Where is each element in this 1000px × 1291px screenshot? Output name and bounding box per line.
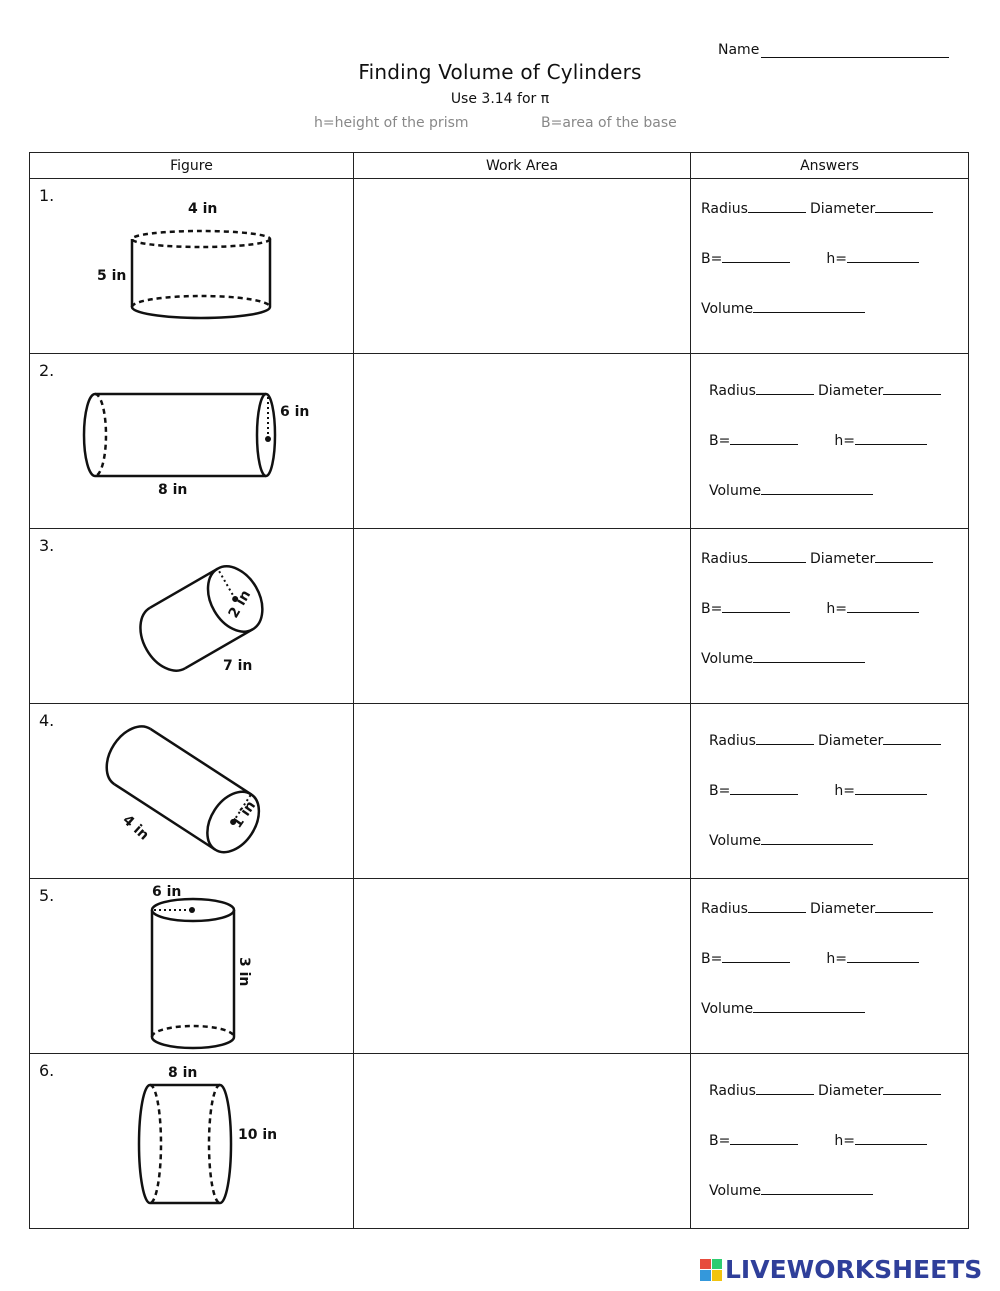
base-answer[interactable] <box>722 599 790 613</box>
header-answers: Answers <box>691 153 969 179</box>
volume-answer[interactable] <box>753 649 865 663</box>
cylinder-figure <box>30 179 353 353</box>
dimension-label: 4 in <box>119 812 152 844</box>
radius-label: Radius <box>701 901 748 917</box>
diameter-label: Diameter <box>809 901 876 917</box>
dimension-label: 3 in <box>236 957 252 987</box>
answers-cell <box>691 1054 969 1229</box>
height-label: h= <box>834 433 855 449</box>
answers-cell <box>691 179 969 354</box>
answers-cell <box>691 704 969 879</box>
base-label: B= <box>709 783 731 799</box>
volume-label: Volume <box>701 1001 754 1017</box>
diameter-answer[interactable] <box>875 899 933 913</box>
table-row <box>30 1054 969 1229</box>
problem-number: 1. <box>39 186 55 205</box>
radius-answer[interactable] <box>748 549 806 563</box>
base-answer[interactable] <box>730 431 798 445</box>
dimension-label: 6 in <box>280 404 310 420</box>
diameter-label: Diameter <box>817 733 884 749</box>
answers-cell <box>691 879 969 1054</box>
figure-cell <box>30 179 354 354</box>
radius-label: Radius <box>709 383 756 399</box>
base-answer[interactable] <box>730 781 798 795</box>
height-label: h= <box>826 601 847 617</box>
logo-tile <box>712 1270 723 1281</box>
dimension-label: 4 in <box>188 201 218 217</box>
problem-number: 3. <box>39 536 55 555</box>
height-answer[interactable] <box>847 599 919 613</box>
dimension-label: 7 in <box>223 658 253 674</box>
figure-cell <box>30 1054 354 1229</box>
diameter-answer[interactable] <box>883 381 941 395</box>
volume-label: Volume <box>709 1183 762 1199</box>
worksheet-table <box>29 152 969 1229</box>
base-label: B= <box>701 251 723 267</box>
dimension-label: 5 in <box>97 268 127 284</box>
diameter-answer[interactable] <box>883 1081 941 1095</box>
page-title: Finding Volume of Cylinders <box>358 60 642 84</box>
dimension-label: 10 in <box>238 1127 278 1143</box>
diameter-label: Diameter <box>809 551 876 567</box>
base-answer[interactable] <box>722 249 790 263</box>
height-answer[interactable] <box>855 781 927 795</box>
base-label: B= <box>701 601 723 617</box>
dimension-label: 6 in <box>152 884 182 900</box>
volume-label: Volume <box>709 833 762 849</box>
diameter-label: Diameter <box>817 383 884 399</box>
diameter-label: Diameter <box>809 201 876 217</box>
radius-answer[interactable] <box>748 199 806 213</box>
liveworksheets-footer <box>700 1255 982 1284</box>
cylinder-figure <box>30 704 353 878</box>
work-area[interactable] <box>354 1054 691 1229</box>
problem-number: 5. <box>39 886 55 905</box>
problem-number: 6. <box>39 1061 55 1080</box>
table-row <box>30 704 969 879</box>
diameter-label: Diameter <box>817 1083 884 1099</box>
table-row <box>30 179 969 354</box>
pi-instruction: Use 3.14 for π <box>450 91 550 107</box>
dimension-label: 2 in <box>225 587 255 621</box>
dimension-label: 8 in <box>168 1065 198 1081</box>
answers-cell <box>691 354 969 529</box>
base-label: B= <box>709 433 731 449</box>
figure-cell <box>30 529 354 704</box>
base-answer[interactable] <box>722 949 790 963</box>
header-work-area: Work Area <box>354 153 691 179</box>
logo-tile <box>700 1259 711 1270</box>
liveworksheets-brand: LIVEWORKSHEETS <box>725 1255 983 1284</box>
header-figure: Figure <box>30 153 354 179</box>
problem-number: 4. <box>39 711 55 730</box>
answers-cell <box>691 529 969 704</box>
work-area[interactable] <box>354 179 691 354</box>
dimension-label: 8 in <box>158 482 188 498</box>
height-answer[interactable] <box>855 431 927 445</box>
name-field <box>718 42 949 58</box>
radius-answer[interactable] <box>756 731 814 745</box>
radius-answer[interactable] <box>756 1081 814 1095</box>
work-area[interactable] <box>354 529 691 704</box>
radius-label: Radius <box>709 733 756 749</box>
work-area[interactable] <box>354 704 691 879</box>
liveworksheets-logo-icon <box>700 1259 722 1281</box>
figure-cell <box>30 704 354 879</box>
base-label: B= <box>709 1133 731 1149</box>
radius-label: Radius <box>701 551 748 567</box>
diameter-answer[interactable] <box>883 731 941 745</box>
cylinder-figure <box>30 354 353 528</box>
cylinder-figure <box>30 879 353 1053</box>
volume-label: Volume <box>701 301 754 317</box>
work-area[interactable] <box>354 879 691 1054</box>
cylinder-figure <box>30 529 353 703</box>
radius-label: Radius <box>701 201 748 217</box>
table-row <box>30 354 969 529</box>
volume-label: Volume <box>709 483 762 499</box>
table-header-row <box>30 153 969 179</box>
figure-cell <box>30 354 354 529</box>
name-input-line[interactable] <box>761 43 949 58</box>
name-label: Name <box>718 42 760 58</box>
problem-number: 2. <box>39 361 55 380</box>
base-label: B= <box>701 951 723 967</box>
volume-answer[interactable] <box>761 831 873 845</box>
height-label: h= <box>826 251 847 267</box>
figure-cell <box>30 879 354 1054</box>
table-row <box>30 879 969 1054</box>
base-answer[interactable] <box>730 1131 798 1145</box>
height-label: h= <box>834 1133 855 1149</box>
height-answer[interactable] <box>847 249 919 263</box>
diameter-answer[interactable] <box>875 549 933 563</box>
height-answer[interactable] <box>847 949 919 963</box>
dimension-label: 1 in <box>229 798 260 832</box>
height-label: h= <box>834 783 855 799</box>
radius-answer[interactable] <box>748 899 806 913</box>
volume-label: Volume <box>701 651 754 667</box>
legend-base: B=area of the base <box>541 115 677 131</box>
logo-tile <box>700 1270 711 1281</box>
radius-label: Radius <box>709 1083 756 1099</box>
diameter-answer[interactable] <box>875 199 933 213</box>
volume-answer[interactable] <box>761 1181 873 1195</box>
legend-height: h=height of the prism <box>314 115 469 131</box>
radius-answer[interactable] <box>756 381 814 395</box>
volume-answer[interactable] <box>753 299 865 313</box>
table-row <box>30 529 969 704</box>
logo-tile <box>712 1259 723 1270</box>
volume-answer[interactable] <box>753 999 865 1013</box>
work-area[interactable] <box>354 354 691 529</box>
cylinder-figure <box>30 1054 353 1228</box>
height-answer[interactable] <box>855 1131 927 1145</box>
volume-answer[interactable] <box>761 481 873 495</box>
height-label: h= <box>826 951 847 967</box>
